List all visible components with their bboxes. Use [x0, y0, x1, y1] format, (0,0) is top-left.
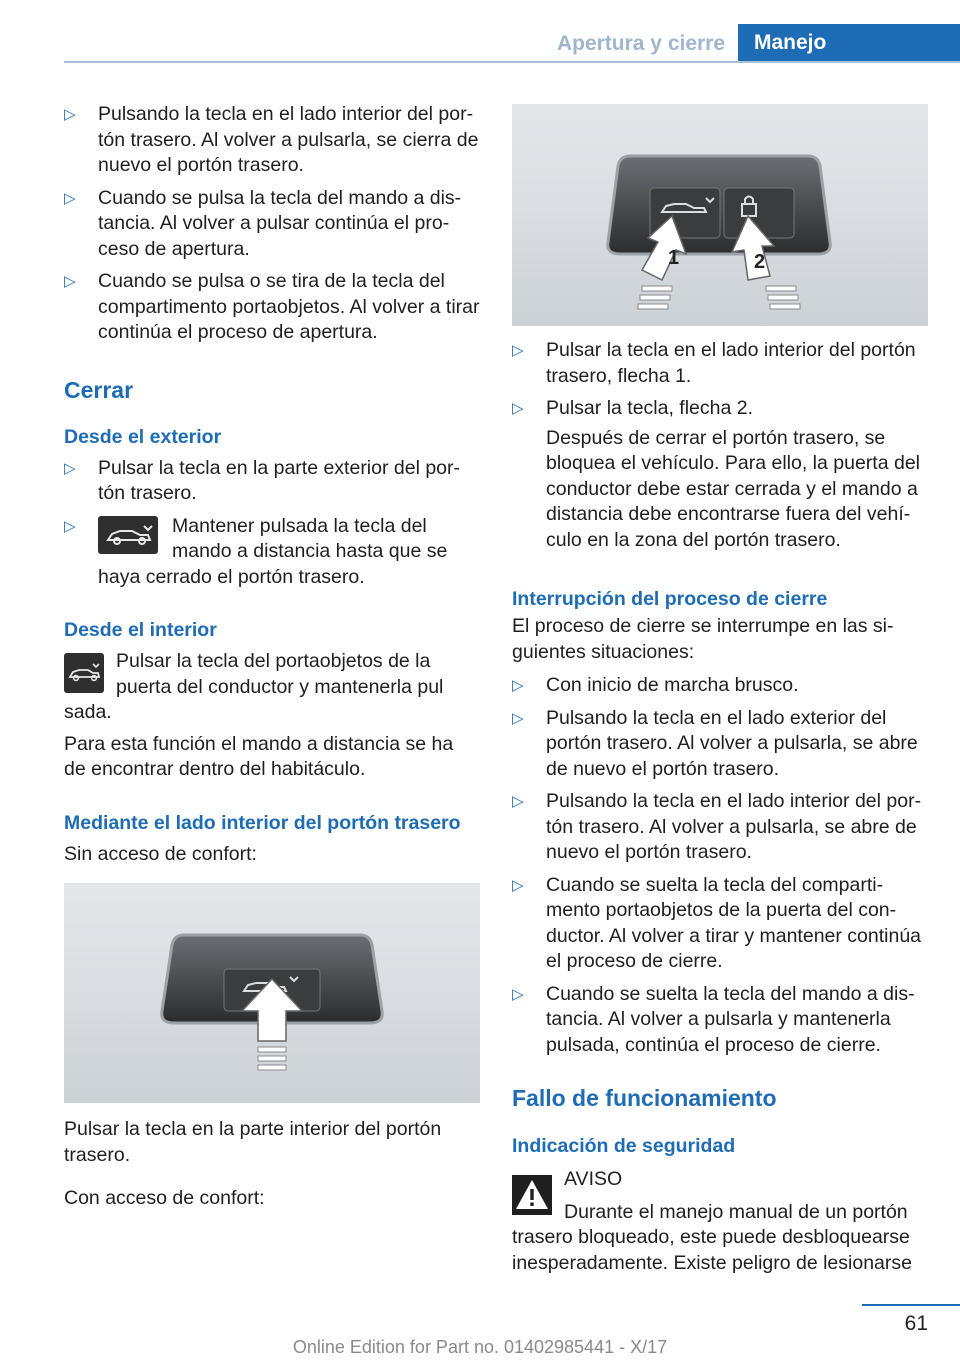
footer-rule — [862, 1304, 960, 1306]
triangle-bullet-icon: ▷ — [512, 876, 524, 894]
with-comfort-label: Con acceso de confort: — [64, 1187, 265, 1209]
warning-title: AVISO — [564, 1168, 623, 1190]
triangle-bullet-icon: ▷ — [64, 517, 76, 535]
list-item — [512, 873, 928, 975]
left-column — [64, 102, 480, 1212]
list-item — [512, 396, 928, 422]
page-number: 61 — [904, 1312, 928, 1335]
heading-safety: Indicación de seguridad — [512, 1135, 736, 1157]
triangle-bullet-icon: ▷ — [64, 459, 76, 477]
list-item — [64, 514, 480, 565]
triangle-bullet-icon: ▷ — [512, 677, 524, 694]
heading-inside: Desde el interior — [64, 619, 217, 641]
heading-interrupt: Interrupción del proceso de cierre — [512, 588, 828, 610]
car-tailgate-icon — [64, 653, 104, 693]
comfort-buttons-figure — [512, 104, 928, 326]
warning-block — [512, 1167, 928, 1225]
triangle-bullet-icon: ▷ — [512, 709, 524, 727]
list-item — [512, 706, 928, 783]
list-item-text: Pulsando la tecla en el lado interior del portón trasero. Al volver a pulsarla, se cierra de nuevo el portón trasero. — [98, 103, 479, 176]
triangle-bullet-icon: ▷ — [512, 342, 524, 359]
inside-instruction — [64, 649, 480, 700]
caption-1: Pulsar la tecla en la parte interior del portón trasero. — [64, 1118, 442, 1166]
list-item — [512, 982, 928, 1059]
list-item — [64, 186, 480, 263]
inside-para: Para esta función el mando a distancia se ha de encontrar dentro del habitáculo. — [64, 732, 454, 780]
heading-outside: Desde el exterior — [64, 425, 222, 448]
list-item-text: Cuando se pulsa la tecla del mando a distancia. Al volver a pulsar continúa el proceso de apertura. — [98, 186, 462, 260]
list-item-text: Con inicio de marcha brusco. — [546, 674, 799, 696]
warning-text-cont: trasero bloqueado, este puede desbloquearse inesperadamente. Existe peligro de lesionarse — [512, 1226, 912, 1274]
tailgate-button-figure — [64, 883, 480, 1103]
list-item — [64, 456, 480, 507]
interrupt-intro: El proceso de cierre se interrumpe en las siguientes situaciones: — [512, 615, 894, 663]
inside-text: Pulsar la tecla del portaobjetos de la puerta del conductor y mantenerla pul — [116, 650, 444, 698]
list-item-text: Pulsar la tecla en el lado interior del portón trasero, flecha 1. — [546, 339, 916, 387]
header-rule — [64, 61, 960, 63]
heading-fault: Fallo de funcionamiento — [512, 1085, 777, 1111]
warning-text: Durante el manejo manual de un portón — [564, 1200, 908, 1223]
no-comfort-label: Sin acceso de confort: — [64, 842, 257, 865]
inside-text-end: sada. — [64, 701, 112, 723]
list-item-text: Pulsando la tecla en el lado exterior del portón trasero. Al volver a pulsarla, se abre de nuevo el portón trasero. — [546, 706, 918, 780]
list-item-text: Pulsando la tecla en el lado interior del portón trasero. Al volver a pulsarla, se abre de nuevo el portón trasero. — [546, 790, 922, 863]
list-item-text: Cuando se pulsa o se tira de la tecla del compartimento portaobjetos. Al volver a tirar continúa el proceso de apertura. — [98, 270, 480, 343]
triangle-bullet-icon: ▷ — [512, 400, 524, 417]
triangle-bullet-icon: ▷ — [512, 985, 524, 1003]
list-item-text: Cuando se suelta la tecla del compartimento portaobjetos de la puerta del conductor. Al volver a tirar y mantener continúa el proceso de cierre. — [546, 873, 922, 972]
triangle-bullet-icon: ▷ — [64, 189, 76, 207]
list-item-text: Cuando se suelta la tecla del mando a distancia. Al volver a pulsarla y mantenerla pulsada, continúa el proceso de cierre. — [546, 982, 915, 1056]
list-item — [64, 102, 480, 179]
right-column — [512, 104, 928, 1276]
bullet-2-note: Después de cerrar el portón trasero, se bloquea el vehículo. Para ello, la puerta del conductor debe estar cerrada y el mando a distancia debe encontrarse fuera del vehículo en la zona del portón trasero. — [546, 426, 921, 551]
edition-footer: Online Edition for Part no. 01402985441 - X/17 — [292, 1337, 668, 1357]
list-item-text: Pulsar la tecla en la parte exterior del portón trasero. — [98, 456, 461, 504]
list-item — [512, 789, 928, 866]
page-header — [0, 0, 960, 64]
heading-tailgate: Mediante el lado interior del portón trasero — [64, 811, 461, 834]
heading-close: Cerrar — [64, 376, 134, 403]
triangle-bullet-icon: ▷ — [512, 793, 524, 810]
car-tailgate-icon — [98, 516, 158, 554]
arrow-label-1: 1 — [668, 247, 680, 269]
section-tab[interactable]: Apertura y cierre — [556, 32, 726, 55]
list-item — [64, 269, 480, 346]
triangle-bullet-icon: ▷ — [64, 106, 76, 123]
list-item — [512, 338, 928, 389]
list-item-text: Pulsar la tecla, flecha 2. — [546, 397, 754, 419]
arrow-label-2: 2 — [754, 251, 766, 273]
warning-icon — [512, 1175, 552, 1215]
list-item-continuation: haya cerrado el portón trasero. — [98, 565, 365, 588]
chapter-tab[interactable]: Manejo — [738, 24, 960, 62]
triangle-bullet-icon: ▷ — [64, 273, 76, 290]
list-item-text: Mantener pulsada la tecla del mando a distancia hasta que se — [172, 514, 448, 562]
list-item — [512, 673, 928, 699]
